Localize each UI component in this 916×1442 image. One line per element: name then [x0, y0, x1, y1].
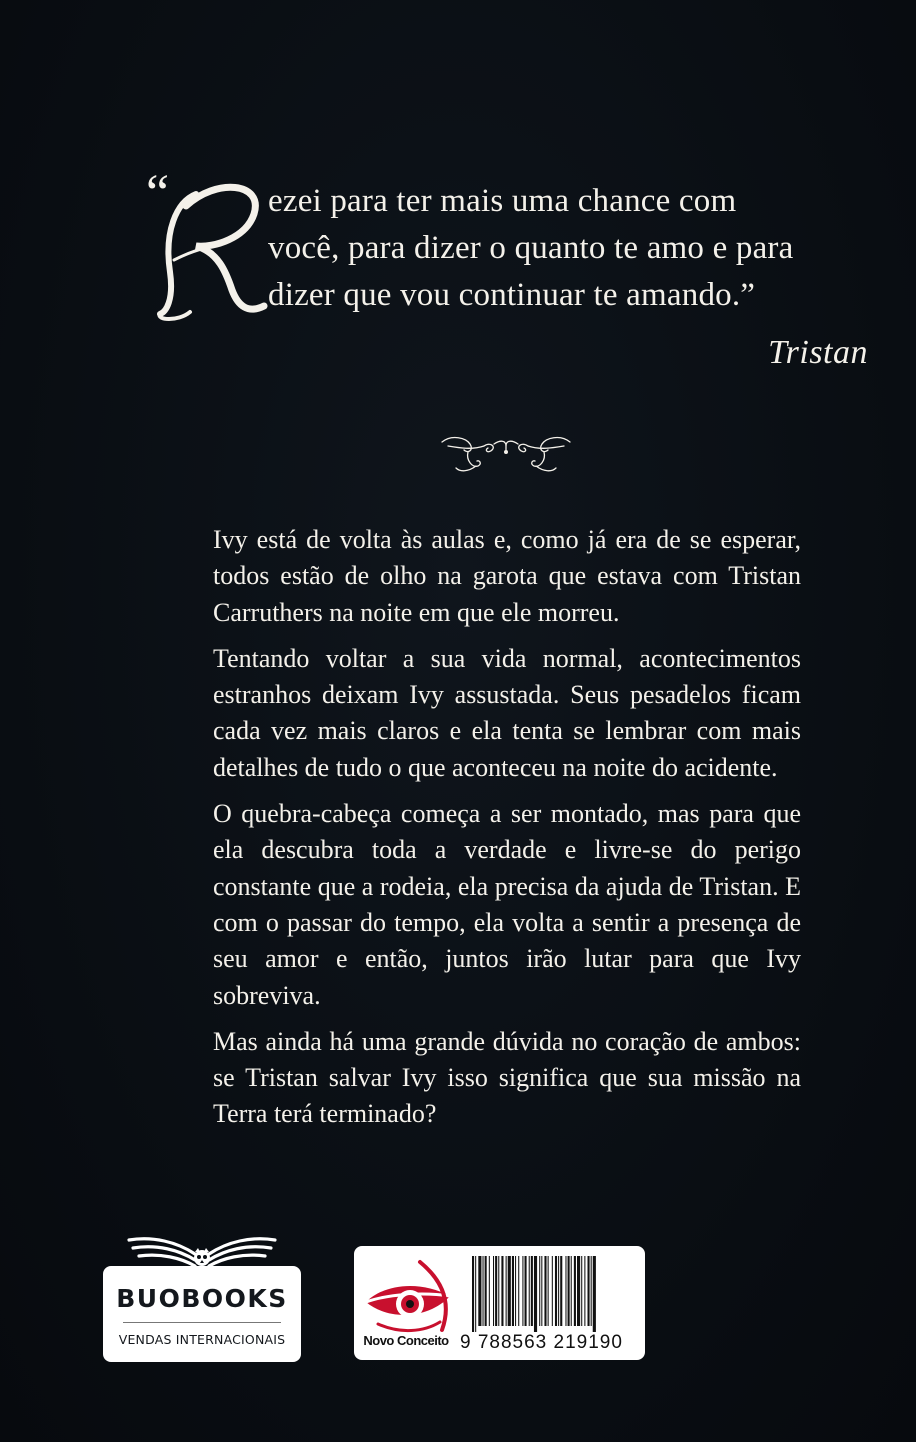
barcode-bar — [558, 1256, 559, 1326]
barcode-bar — [493, 1256, 494, 1326]
barcode-bar — [591, 1256, 592, 1326]
opening-quote-mark: “ — [146, 165, 170, 222]
svg-text:R: R — [208, 284, 209, 285]
barcode-bar — [478, 1256, 481, 1326]
publisher-subtitle: VENDAS INTERNACIONAIS — [118, 1332, 286, 1347]
quote-line-3: dizer que vou continuar te amando.” — [268, 277, 756, 313]
barcode-bar — [560, 1256, 562, 1326]
barcode-bar — [495, 1256, 497, 1326]
barcode-bar — [588, 1256, 590, 1326]
flourish-ornament-icon — [438, 428, 574, 476]
barcode-bar — [544, 1256, 546, 1326]
dropcap-r — [156, 172, 268, 322]
barcode-bar — [571, 1256, 572, 1326]
imprint-name: Novo Conceito — [363, 1333, 449, 1348]
barcode-bar — [531, 1256, 533, 1326]
barcode-bar — [512, 1256, 514, 1326]
barcode-bar — [485, 1256, 487, 1326]
isbn-barcode — [470, 1256, 638, 1332]
barcode-bar — [555, 1256, 557, 1326]
barcode-bar — [529, 1256, 530, 1326]
synopsis — [213, 522, 801, 1143]
barcode-bar — [508, 1256, 511, 1326]
barcode-bar — [522, 1256, 523, 1326]
barcode-bar — [548, 1256, 549, 1326]
barcode-bar — [501, 1256, 503, 1326]
barcode-bar — [552, 1256, 553, 1326]
barcode-bar — [565, 1256, 566, 1326]
synopsis-paragraph-2: Tentando voltar a sua vida normal, acontecimentos estranhos deixam Ivy assustada. Seus pesadelos ficam cada vez mais claros e ela tenta se lembrar com mais detalhes de tudo o que aconteceu na noite do acidente. — [213, 643, 801, 782]
synopsis-paragraph-3: O quebra-cabeça começa a ser montado, mas para que ela descubra toda a verdade e livre-se do perigo constante que a rodeia, ela precisa da ajuda de Tristan. E com o passar do tempo, ela volta a sentir a presença de seu amor e então, juntos irão lutar para que Ivy sobreviva. — [213, 799, 801, 1010]
barcode-bar — [518, 1256, 519, 1326]
barcode-bar — [475, 1256, 476, 1332]
publisher-name: BUOBOOKS — [116, 1284, 288, 1313]
quote-line-2: você, para dizer o quanto te amo e para — [268, 230, 794, 266]
barcode-bar — [506, 1256, 507, 1326]
synopsis-paragraph-4: Mas ainda há uma grande dúvida no coração de ambos: se Tristan salvar Ivy isso significa que sua missão na Terra terá terminado? — [213, 1026, 801, 1129]
barcode-bar — [472, 1256, 474, 1332]
barcode-bar — [593, 1256, 596, 1332]
barcode-bar — [498, 1256, 499, 1326]
barcode-bar — [584, 1256, 585, 1326]
barcode-bar — [525, 1256, 527, 1326]
barcode-bar — [568, 1256, 570, 1326]
barcode-bar — [541, 1256, 542, 1326]
barcode-bar — [489, 1256, 490, 1326]
barcode-panel — [354, 1246, 645, 1360]
publisher-divider — [123, 1322, 281, 1323]
barcode-bar — [574, 1256, 576, 1326]
synopsis-paragraph-1: Ivy está de volta às aulas e, como já era de se esperar, todos estão de olho na garota que estava com Tristan Carruthers na noite em que ele morreu. — [213, 525, 801, 627]
barcode-bar — [483, 1256, 484, 1326]
barcode-bar — [515, 1256, 516, 1326]
quote-line-1: ezei para ter mais uma chance com — [268, 183, 737, 219]
barcode-bar — [577, 1256, 580, 1326]
barcode-bar — [534, 1256, 537, 1332]
publisher-logo — [103, 1228, 301, 1362]
barcode-bar — [539, 1256, 540, 1326]
publisher-label-box — [103, 1266, 301, 1362]
quote-author: Tristan — [768, 334, 868, 371]
barcode-bar — [581, 1256, 582, 1326]
isbn-number: 9 788563 219190 — [460, 1332, 623, 1353]
quote-text — [268, 178, 878, 319]
